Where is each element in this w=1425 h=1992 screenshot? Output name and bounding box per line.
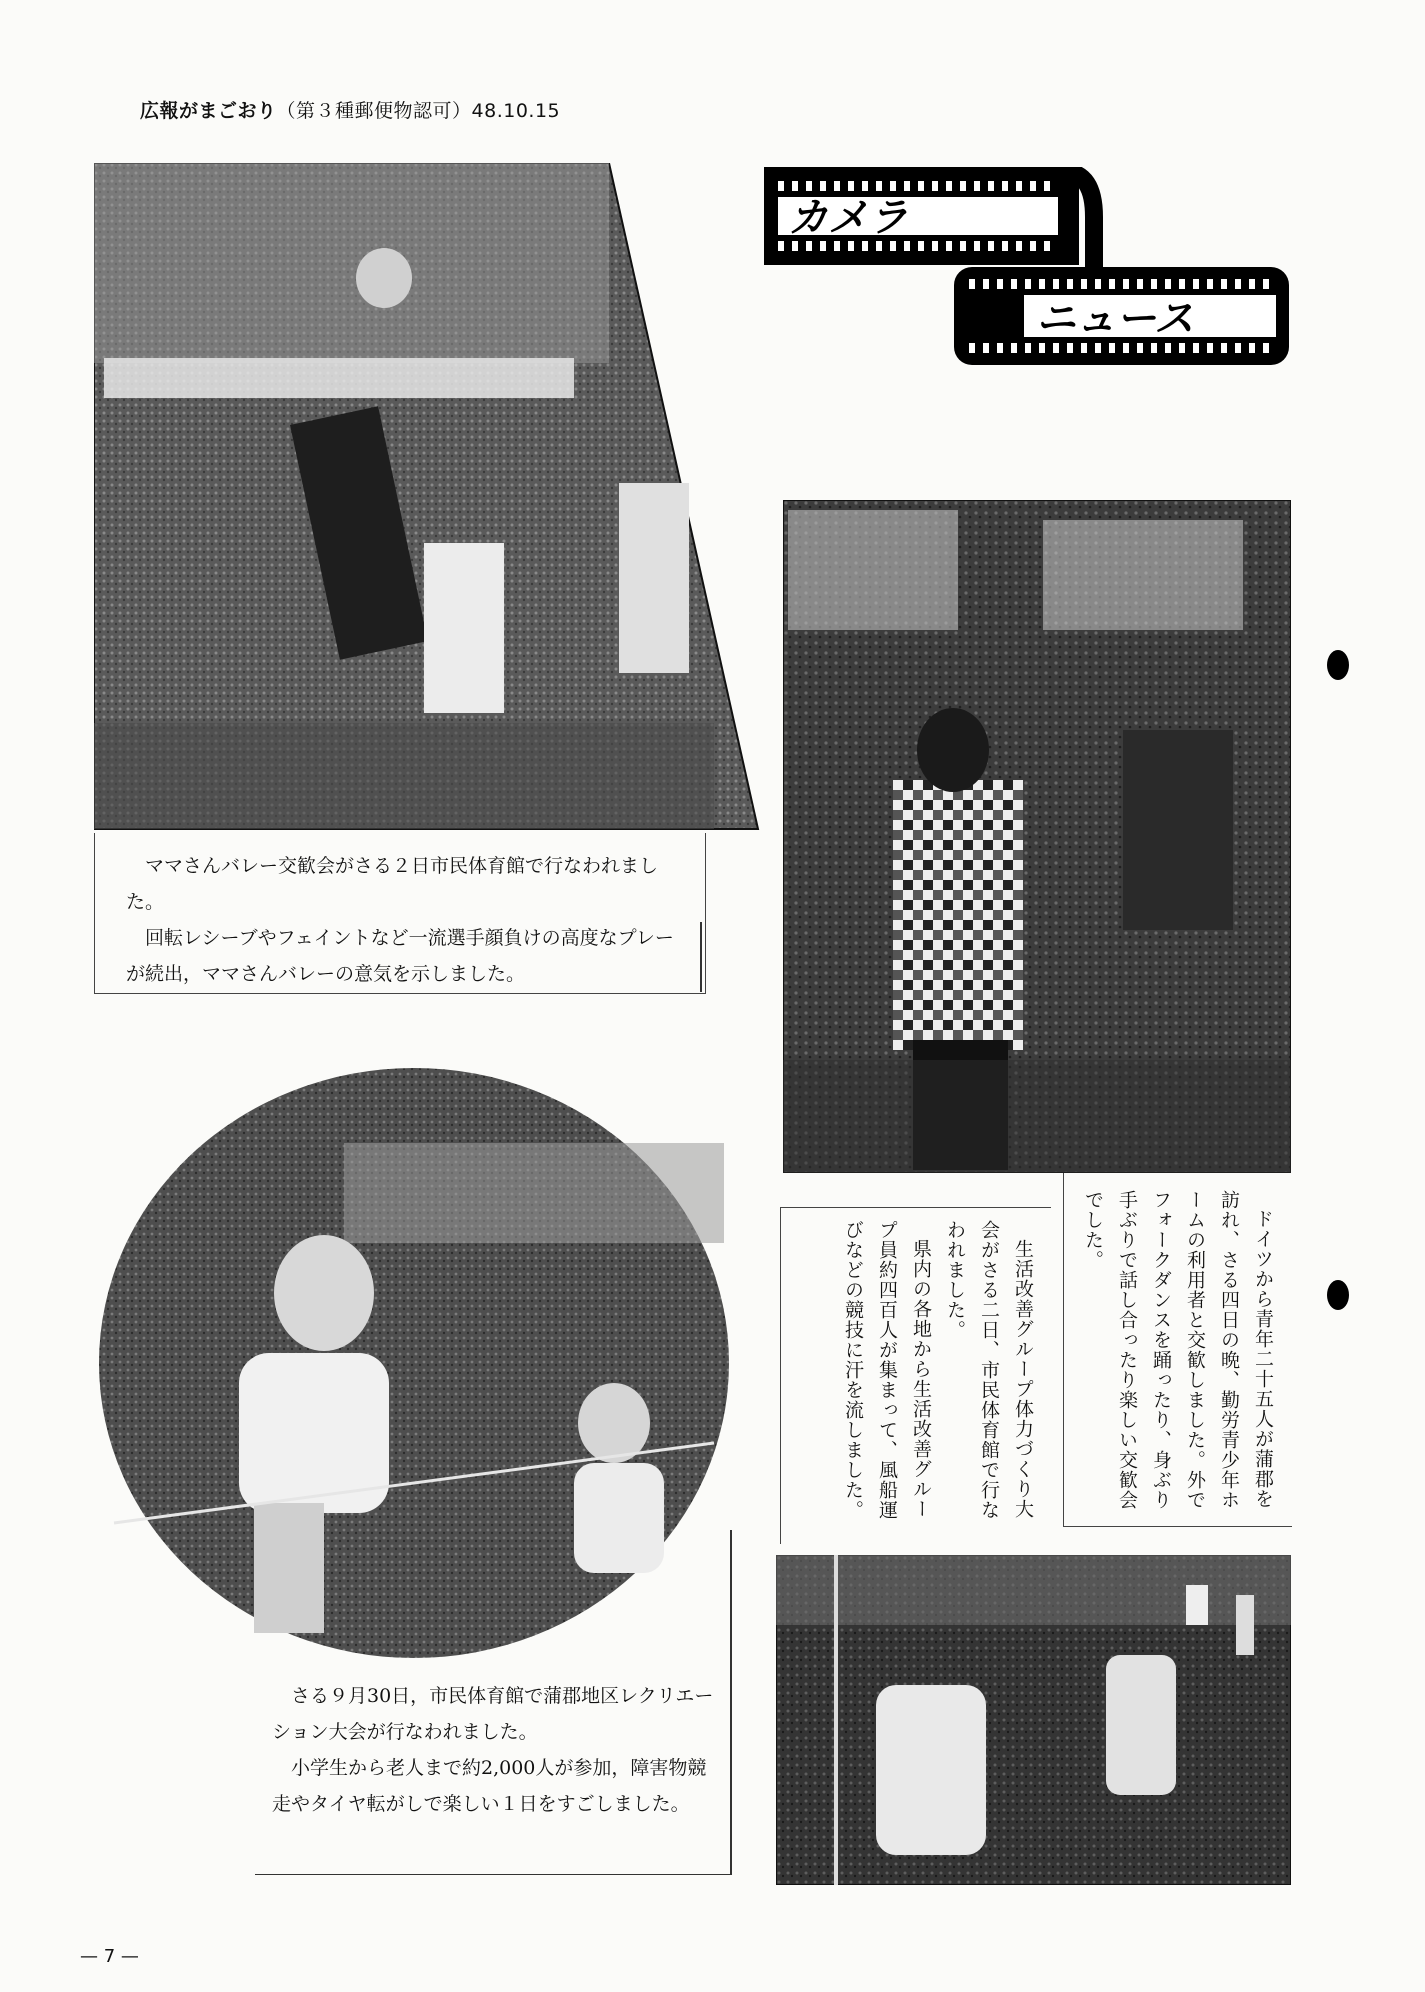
caption-recreation [272, 1678, 717, 1822]
caption-paragraph: 小学生から老人まで約2,000人が参加，障害物競走やタイヤ転がしで楽しい１日をすごしました。 [272, 1757, 707, 1815]
caption-german-youth [1075, 1190, 1280, 1520]
photo-mama-volleyball [94, 163, 762, 833]
caption-paragraph: 生活改善グループ体力づくり大会がさる二日、市民体育館で行なわれました。 [944, 1220, 1034, 1520]
page-number: — 7 — [80, 1946, 139, 1967]
caption-rule [700, 922, 702, 992]
caption-rule [255, 1874, 730, 1875]
publication-name: 広報がまごおり [140, 100, 277, 122]
film-strip-lower [954, 267, 1289, 365]
bullet-mark [1327, 1280, 1349, 1310]
caption-seikatsu [790, 1220, 1040, 1538]
postal-permit: （第３種郵便物認可）48.10.15 [276, 100, 561, 122]
caption-volleyball [126, 848, 686, 992]
caption-paragraph: ママさんバレー交歓会がさる２日市民体育館で行なわれました。 [126, 855, 659, 913]
film-strip-upper [764, 167, 1079, 265]
caption-paragraph: ドイツから青年二十五人が蒲郡を訪れ、さる四日の晩、勤労青少年ホームの利用者と交歓しました。外でフォークダンスを踊ったり、身ぶり手ぶりで話し合ったり楽しい交歓会でした。 [1082, 1190, 1274, 1510]
logo-text-camera: カメラ [788, 195, 908, 241]
photo-german-youth-folkdance [783, 500, 1291, 1173]
caption-paragraph: さる９月30日，市民体育館で蒲郡地区レクリエーション大会が行なわれました。 [272, 1685, 714, 1743]
logo-text-news: ニュース [1036, 296, 1194, 342]
bullet-mark [1327, 650, 1349, 680]
caption-paragraph: 回転レシーブやフェイントなど一流選手顔負けの高度なプレーが続出，ママさんバレーの意気を示しました。 [126, 927, 674, 985]
photo-seikatsu-balloon-relay [776, 1555, 1291, 1885]
camera-news-logo [764, 167, 1294, 367]
masthead-line [140, 96, 560, 123]
photo-recreation-children [94, 1063, 734, 1683]
caption-rule [730, 1530, 732, 1875]
caption-paragraph: 県内の各地から生活改善グループ員約四百人が集まって、風船運びなどの競技に汗を流しました。 [842, 1220, 932, 1520]
